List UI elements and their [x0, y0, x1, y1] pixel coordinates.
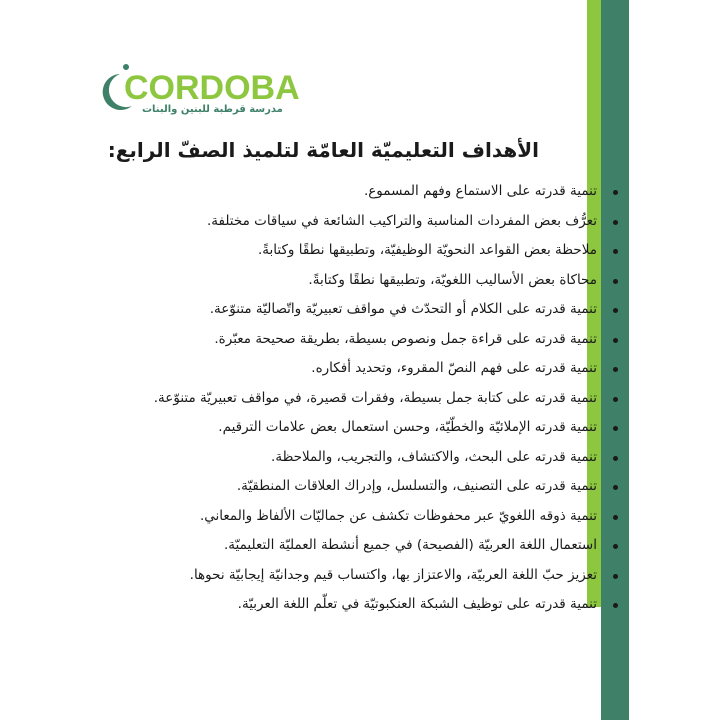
objective-text: محاكاة بعض الأساليب اللغويّة، وتطبيقها نطقًا وكتابةً.	[308, 271, 597, 288]
list-item	[157, 325, 617, 355]
objective-text: استعمال اللغة العربيّة (الفصيحة) في جميع أنشطة العمليّة التعليميّة.	[224, 537, 597, 553]
bullet-icon	[613, 249, 618, 254]
bullet-icon	[613, 515, 618, 520]
list-item	[157, 177, 617, 207]
objective-text: تنمية قدرته على كتابة جمل بسيطة، وفقرات قصيرة، في مواقف تعبيريّة متنوّعة.	[153, 389, 597, 406]
list-item	[157, 236, 617, 266]
objective-text: تنمية قدرته الإملائيّة والخطّيّة، وحسن استعمال بعض علامات الترقيم.	[218, 419, 597, 435]
objective-text: تعزيز حبّ اللغة العربيّة، والاعتزاز بها، واكتساب قيم وجدانيّة إيجابيّة نحوها.	[189, 566, 597, 583]
list-item	[157, 472, 617, 502]
bullet-icon	[613, 397, 618, 402]
logo-subtitle: مدرسة قرطبة للبنين والبنات	[142, 104, 283, 115]
objective-text: تنمية قدرته على الكلام أو التحدّث في مواقف تعبيريّة واتّصاليّة متنوّعة.	[209, 301, 597, 317]
list-item	[157, 354, 617, 384]
objective-text: تنمية قدرته على التصنيف، والتسلسل، وإدراك العلاقات المنطقيّة.	[236, 478, 597, 494]
logo-wordmark: CORDOBA	[124, 69, 300, 107]
objective-text: تنمية قدرته على توظيف الشبكة العنكبوتيّة في تعلّم اللغة العربيّة.	[237, 596, 597, 612]
list-item	[157, 413, 617, 443]
objective-text: تنمية قدرته على البحث، والاكتشاف، والتجريب، والملاحظة.	[271, 448, 597, 465]
bullet-icon	[613, 544, 618, 549]
bullet-icon	[613, 190, 618, 195]
school-logo	[102, 62, 302, 126]
objective-text: تنمية قدرته على الاستماع وفهم المسموع.	[363, 183, 597, 199]
list-item	[157, 590, 617, 620]
bullet-icon	[613, 367, 618, 372]
list-item	[157, 502, 617, 532]
bullet-icon	[613, 220, 618, 225]
bullet-icon	[613, 426, 618, 431]
bullet-icon	[613, 338, 618, 343]
bullet-icon	[613, 574, 618, 579]
bullet-icon	[613, 456, 618, 461]
objective-text: تنمية قدرته على فهم النصّ المقروء، وتحديد أفكاره.	[311, 360, 597, 376]
bullet-icon	[613, 308, 618, 313]
list-item	[157, 443, 617, 473]
list-item	[153, 384, 617, 414]
objectives-list	[153, 177, 617, 620]
bullet-icon	[613, 603, 618, 608]
list-item	[157, 295, 617, 325]
bullet-icon	[613, 279, 618, 284]
list-item	[157, 266, 617, 296]
bullet-icon	[613, 485, 618, 490]
objective-text: تنمية ذوقه اللغويّ عبر محفوظات تكشف عن جماليّات الألفاظ والمعاني.	[199, 507, 597, 524]
objective-text: ملاحظة بعض القواعد النحويّة الوظيفيّة، وتطبيقها نطقًا وكتابةً.	[258, 242, 597, 258]
list-item	[157, 531, 617, 561]
list-item	[157, 561, 617, 591]
page-heading: الأهداف التعليميّة العامّة لتلميذ الصفّ الرابع:	[107, 138, 539, 162]
objective-text: تنمية قدرته على قراءة جمل ونصوص بسيطة، بطريقة صحيحة معبّرة.	[214, 330, 597, 347]
objective-text: تعرُّف بعض المفردات المناسبة والتراكيب الشائعة في سياقات مختلفة.	[206, 212, 597, 229]
list-item	[157, 207, 617, 237]
